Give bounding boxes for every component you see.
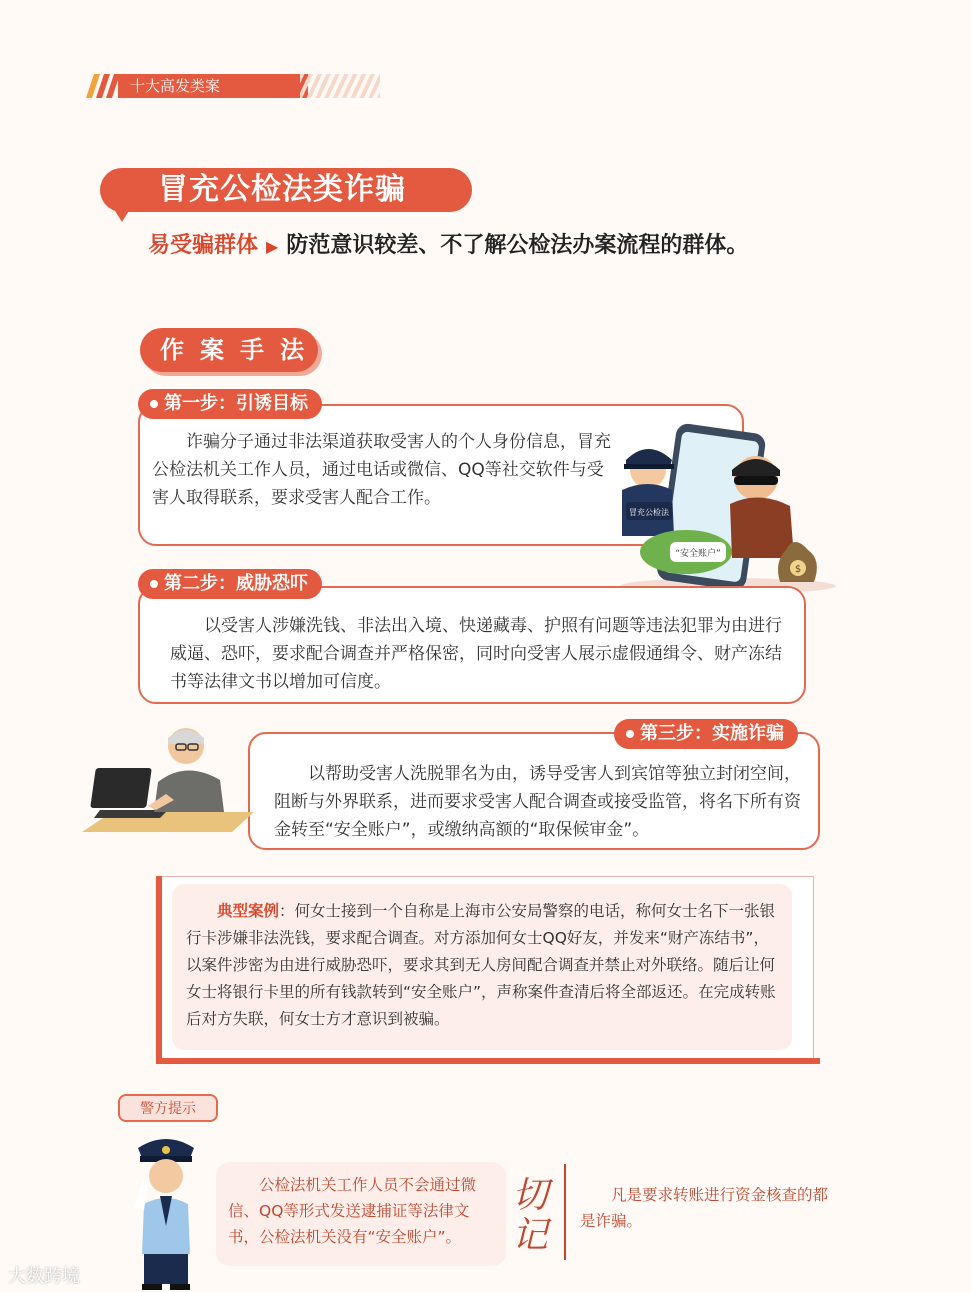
case-accent-left	[156, 876, 162, 1062]
header-fade	[300, 74, 380, 98]
section-label: 十大高发类案	[118, 74, 308, 98]
case-text	[186, 898, 782, 1033]
triangle-right-icon: ▶	[266, 237, 279, 256]
step-3-tag: 第三步：实施诈骗	[614, 719, 798, 749]
step-3-text: 以帮助受害人洗脱罪名为由，诱导受害人到宾馆等独立封闭空间，阻断与外界联系，进而要求受害人配合调查或接受监管，将名下所有资金转至“安全账户”，或缴纳高额的“取保候审金”。	[274, 764, 801, 840]
case-label: 典型案例	[217, 902, 280, 920]
vulnerable-group	[148, 228, 748, 259]
police-tip-text: 公检法机关工作人员不会通过微信、QQ等形式发送逮捕证等法律文书，公检法机关没有“安全账户”。	[228, 1176, 477, 1246]
title-tail	[112, 206, 132, 222]
tip-divider	[564, 1164, 566, 1260]
step-1-text: 诈骗分子通过非法渠道获取受害人的个人身份信息，冒充公检法机关工作人员，通过电话或微信、QQ等社交软件与受害人取得联系，要求受害人配合工作。	[152, 432, 611, 508]
safe-account-label: “安全账户”	[675, 549, 721, 559]
header-stripes-icon	[80, 72, 120, 100]
police-officer-illustration	[128, 1130, 204, 1290]
case-accent-bottom	[156, 1058, 820, 1064]
police-tip-badge: 警方提示	[118, 1094, 218, 1122]
vulnerable-group-text: 防范意识较差、不了解公检法办案流程的群体。	[286, 233, 749, 258]
method-char: 法	[280, 336, 304, 364]
method-char: 手	[240, 336, 264, 364]
method-heading	[140, 328, 318, 372]
money-symbol: $	[794, 564, 802, 575]
step-1-tag: 第一步：引诱目标	[138, 389, 322, 419]
step-2-tag: 第二步：威胁恐吓	[138, 569, 322, 599]
method-char: 案	[200, 336, 224, 364]
case-body: ：何女士接到一个自称是上海市公安局警察的电话，称何女士名下一张银行卡涉嫌非法洗钱，要求配合调查。对方添加何女士QQ好友，并发来“财产冻结书”，以案件涉密为由进行威胁恐吓，要求其到无人房间配合调查并禁止对外联络。随后让何女士将银行卡里的所有钱款转到“安全账户”，声称案件查清后将全部返还。在完成转账后对方失联，何女士方才意识到被骗。	[186, 902, 776, 1028]
method-char: 作	[160, 336, 184, 364]
officer-tag-label: 冒充公检法	[629, 508, 669, 517]
vulnerable-group-label: 易受骗群体	[148, 233, 259, 258]
elderly-victim-illustration	[82, 724, 254, 836]
page-title: 冒充公检法类诈骗	[100, 168, 472, 212]
watermark: 大数跨境	[8, 1266, 80, 1287]
scammer-illustration	[608, 418, 840, 596]
remember-label: 切记	[512, 1175, 549, 1256]
step-2-text: 以受害人涉嫌洗钱、非法出入境、快递藏毒、护照有问题等违法犯罪为由进行威逼、恐吓，要求配合调查并严格保密，同时向受害人展示虚假通缉令、财产冻结书等法律文书以增加可信度。	[170, 616, 782, 692]
police-tip-text-2: 凡是要求转账进行资金核查的都是诈骗。	[580, 1186, 829, 1230]
